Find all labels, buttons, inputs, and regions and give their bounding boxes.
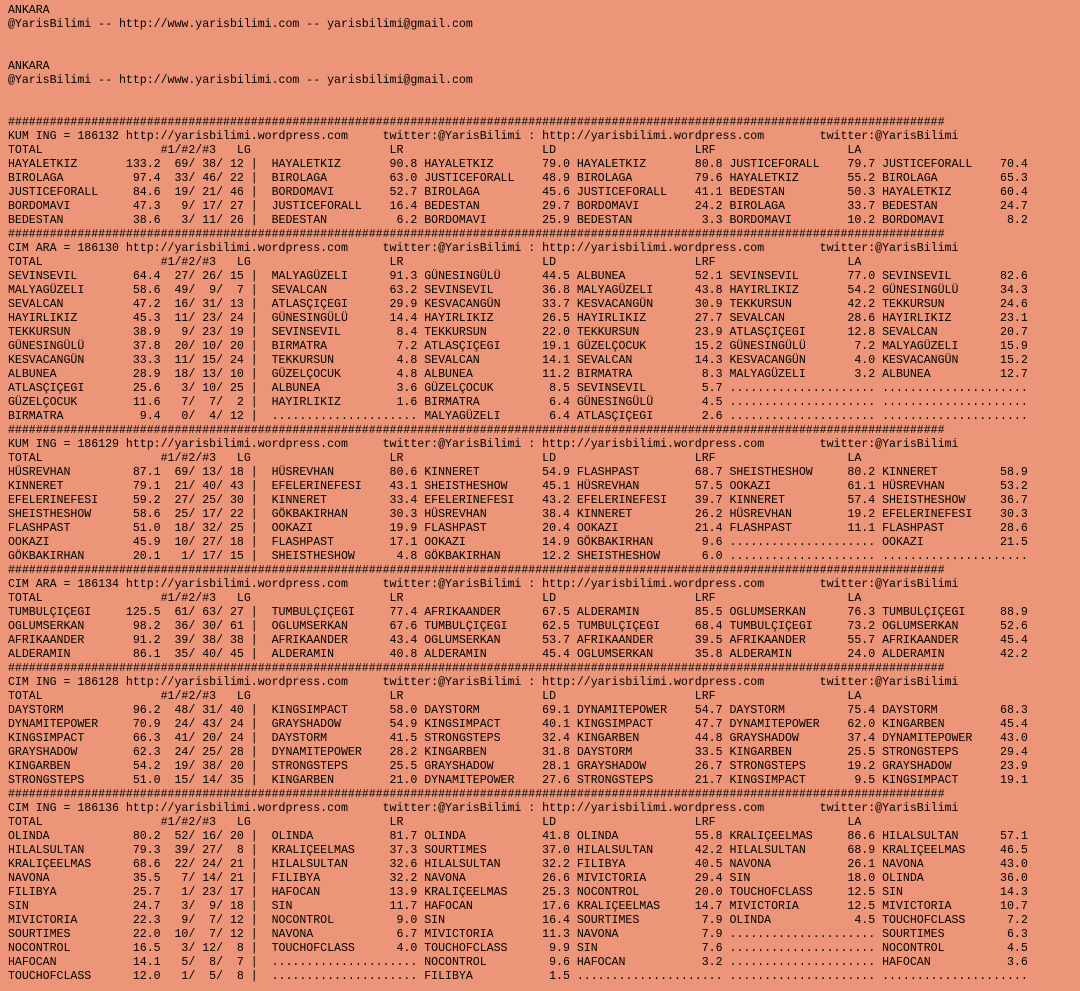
race-result-row: MIVICTORIA 22.3 9/ 7/ 12 | NOCONTROL 9.0 SIN 16.4 SOURTIMES 7.9 OLINDA 4.5 TOUCHOFCLASS 7.2 [8,914,1028,927]
blank-line [8,32,1080,46]
separator-line: ####################################################################################################################################### [8,662,945,675]
race-result-row: HAYALETKIZ 133.2 69/ 38/ 12 | HAYALETKIZ 90.8 HAYALETKIZ 79.0 HAYALETKIZ 80.8 JUSTICEFORALL 79.7 JUSTICEFORALL 70.4 [8,158,1028,171]
race-result-row: HILALSULTAN 79.3 39/ 27/ 8 | KRALIÇEELMAS 37.3 SOURTIMES 37.0 HILALSULTAN 42.2 HILALSULTAN 68.9 KRALIÇEELMAS 46.5 [8,844,1028,857]
race-column-header: TOTAL #1/#2/#3 LG LR LD LRF LA [8,816,862,829]
separator-line: ####################################################################################################################################### [8,564,945,577]
race-result-row: ALBUNEA 28.9 18/ 13/ 10 | GÜZELÇOCUK 4.8 ALBUNEA 11.2 BIRMATRA 8.3 MALYAGÜZELI 3.2 ALBUNEA 12.7 [8,368,1028,381]
race-result-row: ATLASÇIÇEGI 25.6 3/ 10/ 25 | ALBUNEA 3.6 GÜZELÇOCUK 8.5 SEVINSEVIL 5.7 ..................... ..................... [8,382,1028,395]
race-result-row: GRAYSHADOW 62.3 24/ 25/ 28 | DYNAMITEPOWER 28.2 KINGARBEN 31.8 DAYSTORM 33.5 KINGARBEN 25.5 STRONGSTEPS 29.4 [8,746,1028,759]
race-result-row: TOUCHOFCLASS 12.0 1/ 5/ 8 | ..................... FILIBYA 1.5 ..................... ..................... ..................... [8,970,1028,983]
blank-line [8,46,1080,60]
race-result-row: DAYSTORM 96.2 48/ 31/ 40 | KINGSIMPACT 58.0 DAYSTORM 69.1 DYNAMITEPOWER 54.7 DAYSTORM 75.4 DAYSTORM 68.3 [8,704,1028,717]
race-result-row: OOKAZI 45.9 10/ 27/ 18 | FLASHPAST 17.1 OOKAZI 14.9 GÖKBAKIRHAN 9.6 ..................... OOKAZI 21.5 [8,536,1028,549]
race-result-row: KINGSIMPACT 66.3 41/ 20/ 24 | DAYSTORM 41.5 STRONGSTEPS 32.4 KINGARBEN 44.8 GRAYSHADOW 37.4 DYNAMITEPOWER 43.0 [8,732,1028,745]
race-result-row: SHEISTHESHOW 58.6 25/ 17/ 22 | GÖKBAKIRHAN 30.3 HÜSREVHAN 38.4 KINNERET 26.2 HÜSREVHAN 19.2 EFELERINEFESI 30.3 [8,508,1028,521]
race-column-header: TOTAL #1/#2/#3 LG LR LD LRF LA [8,690,862,703]
race-result-row: HAYIRLIKIZ 45.3 11/ 23/ 24 | GÜNESINGÜLÜ 14.4 HAYIRLIKIZ 26.5 HAYIRLIKIZ 27.7 SEVALCAN 28.6 HAYIRLIKIZ 23.1 [8,312,1028,325]
race-title-line: KUM ING = 186132 http://yarisbilimi.wordpress.com twitter:@YarisBilimi : http://yarisbilimi.wordpress.com twitter:@YarisBilimi [8,130,959,143]
header-contact-line: @YarisBilimi -- http://www.yarisbilimi.com -- yarisbilimi@gmail.com [8,74,473,87]
separator-line: ####################################################################################################################################### [8,228,945,241]
race-result-row: GÖKBAKIRHAN 20.1 1/ 17/ 15 | SHEISTHESHOW 4.8 GÖKBAKIRHAN 12.2 SHEISTHESHOW 6.0 ..................... ..................... [8,550,1028,563]
race-result-row: FILIBYA 25.7 1/ 23/ 17 | HAFOCAN 13.9 KRALIÇEELMAS 25.3 NOCONTROL 20.0 TOUCHOFCLASS 12.5 SIN 14.3 [8,886,1028,899]
race-result-row: KINGARBEN 54.2 19/ 38/ 20 | STRONGSTEPS 25.5 GRAYSHADOW 28.1 GRAYSHADOW 26.7 STRONGSTEPS 19.2 GRAYSHADOW 23.9 [8,760,1028,773]
race-result-row: FLASHPAST 51.0 18/ 32/ 25 | OOKAZI 19.9 FLASHPAST 20.4 OOKAZI 21.4 FLASHPAST 11.1 FLASHPAST 28.6 [8,522,1028,535]
separator-line: ####################################################################################################################################### [8,116,945,129]
race-result-row: JUSTICEFORALL 84.6 19/ 21/ 46 | BORDOMAVI 52.7 BIROLAGA 45.6 JUSTICEFORALL 41.1 BEDESTAN 50.3 HAYALETKIZ 60.4 [8,186,1028,199]
race-result-row: SEVINSEVIL 64.4 27/ 26/ 15 | MALYAGÜZELI 91.3 GÜNESINGÜLÜ 44.5 ALBUNEA 52.1 SEVINSEVIL 77.0 SEVINSEVIL 82.6 [8,270,1028,283]
separator-line: ####################################################################################################################################### [8,424,945,437]
race-result-row: STRONGSTEPS 51.0 15/ 14/ 35 | KINGARBEN 21.0 DYNAMITEPOWER 27.6 STRONGSTEPS 21.7 KINGSIMPACT 9.5 KINGSIMPACT 19.1 [8,774,1028,787]
race-title-line: CIM ARA = 186130 http://yarisbilimi.wordpress.com twitter:@YarisBilimi : http://yarisbilimi.wordpress.com twitter:@YarisBilimi [8,242,959,255]
race-result-row: KINNERET 79.1 21/ 40/ 43 | EFELERINEFESI 43.1 SHEISTHESHOW 45.1 HÜSREVHAN 57.5 OOKAZI 61.1 HÜSREVHAN 53.2 [8,480,1028,493]
race-result-row: OLINDA 80.2 52/ 16/ 20 | OLINDA 81.7 OLINDA 41.8 OLINDA 55.8 KRALIÇEELMAS 86.6 HILALSULTAN 57.1 [8,830,1028,843]
race-result-row: BEDESTAN 38.6 3/ 11/ 26 | BEDESTAN 6.2 BORDOMAVI 25.9 BEDESTAN 3.3 BORDOMAVI 10.2 BORDOMAVI 8.2 [8,214,1028,227]
header-contact-line: @YarisBilimi -- http://www.yarisbilimi.com -- yarisbilimi@gmail.com [8,18,473,31]
race-result-row: BORDOMAVI 47.3 9/ 17/ 27 | JUSTICEFORALL 16.4 BEDESTAN 29.7 BORDOMAVI 24.2 BIROLAGA 33.7 BEDESTAN 24.7 [8,200,1028,213]
race-result-row: MALYAGÜZELI 58.6 49/ 9/ 7 | SEVALCAN 63.2 SEVINSEVIL 36.8 MALYAGÜZELI 43.8 HAYIRLIKIZ 54.2 GÜNESINGÜLÜ 34.3 [8,284,1028,297]
race-result-row: SIN 24.7 3/ 9/ 18 | SIN 11.7 HAFOCAN 17.6 KRALIÇEELMAS 14.7 MIVICTORIA 12.5 MIVICTORIA 10.7 [8,900,1028,913]
race-column-header: TOTAL #1/#2/#3 LG LR LD LRF LA [8,452,862,465]
race-result-row: TEKKURSUN 38.9 9/ 23/ 19 | SEVINSEVIL 8.4 TEKKURSUN 22.0 TEKKURSUN 23.9 ATLASÇIÇEGI 12.8 SEVALCAN 20.7 [8,326,1028,339]
race-column-header: TOTAL #1/#2/#3 LG LR LD LRF LA [8,592,862,605]
blank-line [8,102,1080,116]
race-column-header: TOTAL #1/#2/#3 LG LR LD LRF LA [8,256,862,269]
race-result-row: DYNAMITEPOWER 70.9 24/ 43/ 24 | GRAYSHADOW 54.9 KINGSIMPACT 40.1 KINGSIMPACT 47.7 DYNAMITEPOWER 62.0 KINGARBEN 45.4 [8,718,1028,731]
race-result-row: AFRIKAANDER 91.2 39/ 38/ 38 | AFRIKAANDER 43.4 OGLUMSERKAN 53.7 AFRIKAANDER 39.5 AFRIKAANDER 55.7 AFRIKAANDER 45.4 [8,634,1028,647]
race-result-row: BIRMATRA 9.4 0/ 4/ 12 | ..................... MALYAGÜZELI 6.4 ATLASÇIÇEGI 2.6 ..................... ..................... [8,410,1028,423]
race-result-row: SEVALCAN 47.2 16/ 31/ 13 | ATLASÇIÇEGI 29.9 KESVACANGÜN 33.7 KESVACANGÜN 30.9 TEKKURSUN 42.2 TEKKURSUN 24.6 [8,298,1028,311]
race-column-header: TOTAL #1/#2/#3 LG LR LD LRF LA [8,144,862,157]
race-title-line: CIM ING = 186128 http://yarisbilimi.wordpress.com twitter:@YarisBilimi : http://yarisbilimi.wordpress.com twitter:@YarisBilimi [8,676,959,689]
header-city: ANKARA [8,60,50,73]
header-city: ANKARA [8,4,50,17]
race-result-row: NOCONTROL 16.5 3/ 12/ 8 | TOUCHOFCLASS 4.0 TOUCHOFCLASS 9.9 SIN 7.6 ..................... NOCONTROL 4.5 [8,942,1028,955]
race-result-row: SOURTIMES 22.0 10/ 7/ 12 | NAVONA 6.7 MIVICTORIA 11.3 NAVONA 7.9 ..................... SOURTIMES 6.3 [8,928,1028,941]
race-result-row: TUMBULÇIÇEGI 125.5 61/ 63/ 27 | TUMBULÇIÇEGI 77.4 AFRIKAANDER 67.5 ALDERAMIN 85.5 OGLUMSERKAN 76.3 TUMBULÇIÇEGI 88.9 [8,606,1028,619]
race-result-row: GÜNESINGÜLÜ 37.8 20/ 10/ 20 | BIRMATRA 7.2 ATLASÇIÇEGI 19.1 GÜZELÇOCUK 15.2 GÜNESINGÜLÜ 7.2 MALYAGÜZELI 15.9 [8,340,1028,353]
blank-line [8,88,1080,102]
race-result-row: ALDERAMIN 86.1 35/ 40/ 45 | ALDERAMIN 40.8 ALDERAMIN 45.4 OGLUMSERKAN 35.8 ALDERAMIN 24.0 ALDERAMIN 42.2 [8,648,1028,661]
race-title-line: CIM ING = 186136 http://yarisbilimi.wordpress.com twitter:@YarisBilimi : http://yarisbilimi.wordpress.com twitter:@YarisBilimi [8,802,959,815]
race-result-row: EFELERINEFESI 59.2 27/ 25/ 30 | KINNERET 33.4 EFELERINEFESI 43.2 EFELERINEFESI 39.7 KINNERET 57.4 SHEISTHESHOW 36.7 [8,494,1028,507]
race-result-row: KESVACANGÜN 33.3 11/ 15/ 24 | TEKKURSUN 4.8 SEVALCAN 14.1 SEVALCAN 14.3 KESVACANGÜN 4.0 KESVACANGÜN 15.2 [8,354,1028,367]
separator-line: ####################################################################################################################################### [8,788,945,801]
race-result-row: HAFOCAN 14.1 5/ 8/ 7 | ..................... NOCONTROL 9.6 HAFOCAN 3.2 ..................... HAFOCAN 3.6 [8,956,1028,969]
race-result-row: GÜZELÇOCUK 11.6 7/ 7/ 2 | HAYIRLIKIZ 1.6 BIRMATRA 6.4 GÜNESINGÜLÜ 4.5 ..................... ..................... [8,396,1028,409]
race-result-row: HÜSREVHAN 87.1 69/ 13/ 18 | HÜSREVHAN 80.6 KINNERET 54.9 FLASHPAST 68.7 SHEISTHESHOW 80.2 KINNERET 58.9 [8,466,1028,479]
race-result-row: BIROLAGA 97.4 33/ 46/ 22 | BIROLAGA 63.0 JUSTICEFORALL 48.9 BIROLAGA 79.6 HAYALETKIZ 55.2 BIROLAGA 65.3 [8,172,1028,185]
race-result-row: KRALIÇEELMAS 68.6 22/ 24/ 21 | HILALSULTAN 32.6 HILALSULTAN 32.2 FILIBYA 40.5 NAVONA 26.1 NAVONA 43.0 [8,858,1028,871]
race-result-row: OGLUMSERKAN 98.2 36/ 30/ 61 | OGLUMSERKAN 67.6 TUMBULÇIÇEGI 62.5 TUMBULÇIÇEGI 68.4 TUMBULÇIÇEGI 73.2 OGLUMSERKAN 52.6 [8,620,1028,633]
race-result-row: NAVONA 35.5 7/ 14/ 21 | FILIBYA 32.2 NAVONA 26.6 MIVICTORIA 29.4 SIN 18.0 OLINDA 36.0 [8,872,1028,885]
race-title-line: KUM ING = 186129 http://yarisbilimi.wordpress.com twitter:@YarisBilimi : http://yarisbilimi.wordpress.com twitter:@YarisBilimi [8,438,959,451]
race-title-line: CIM ARA = 186134 http://yarisbilimi.wordpress.com twitter:@YarisBilimi : http://yarisbilimi.wordpress.com twitter:@YarisBilimi [8,578,959,591]
